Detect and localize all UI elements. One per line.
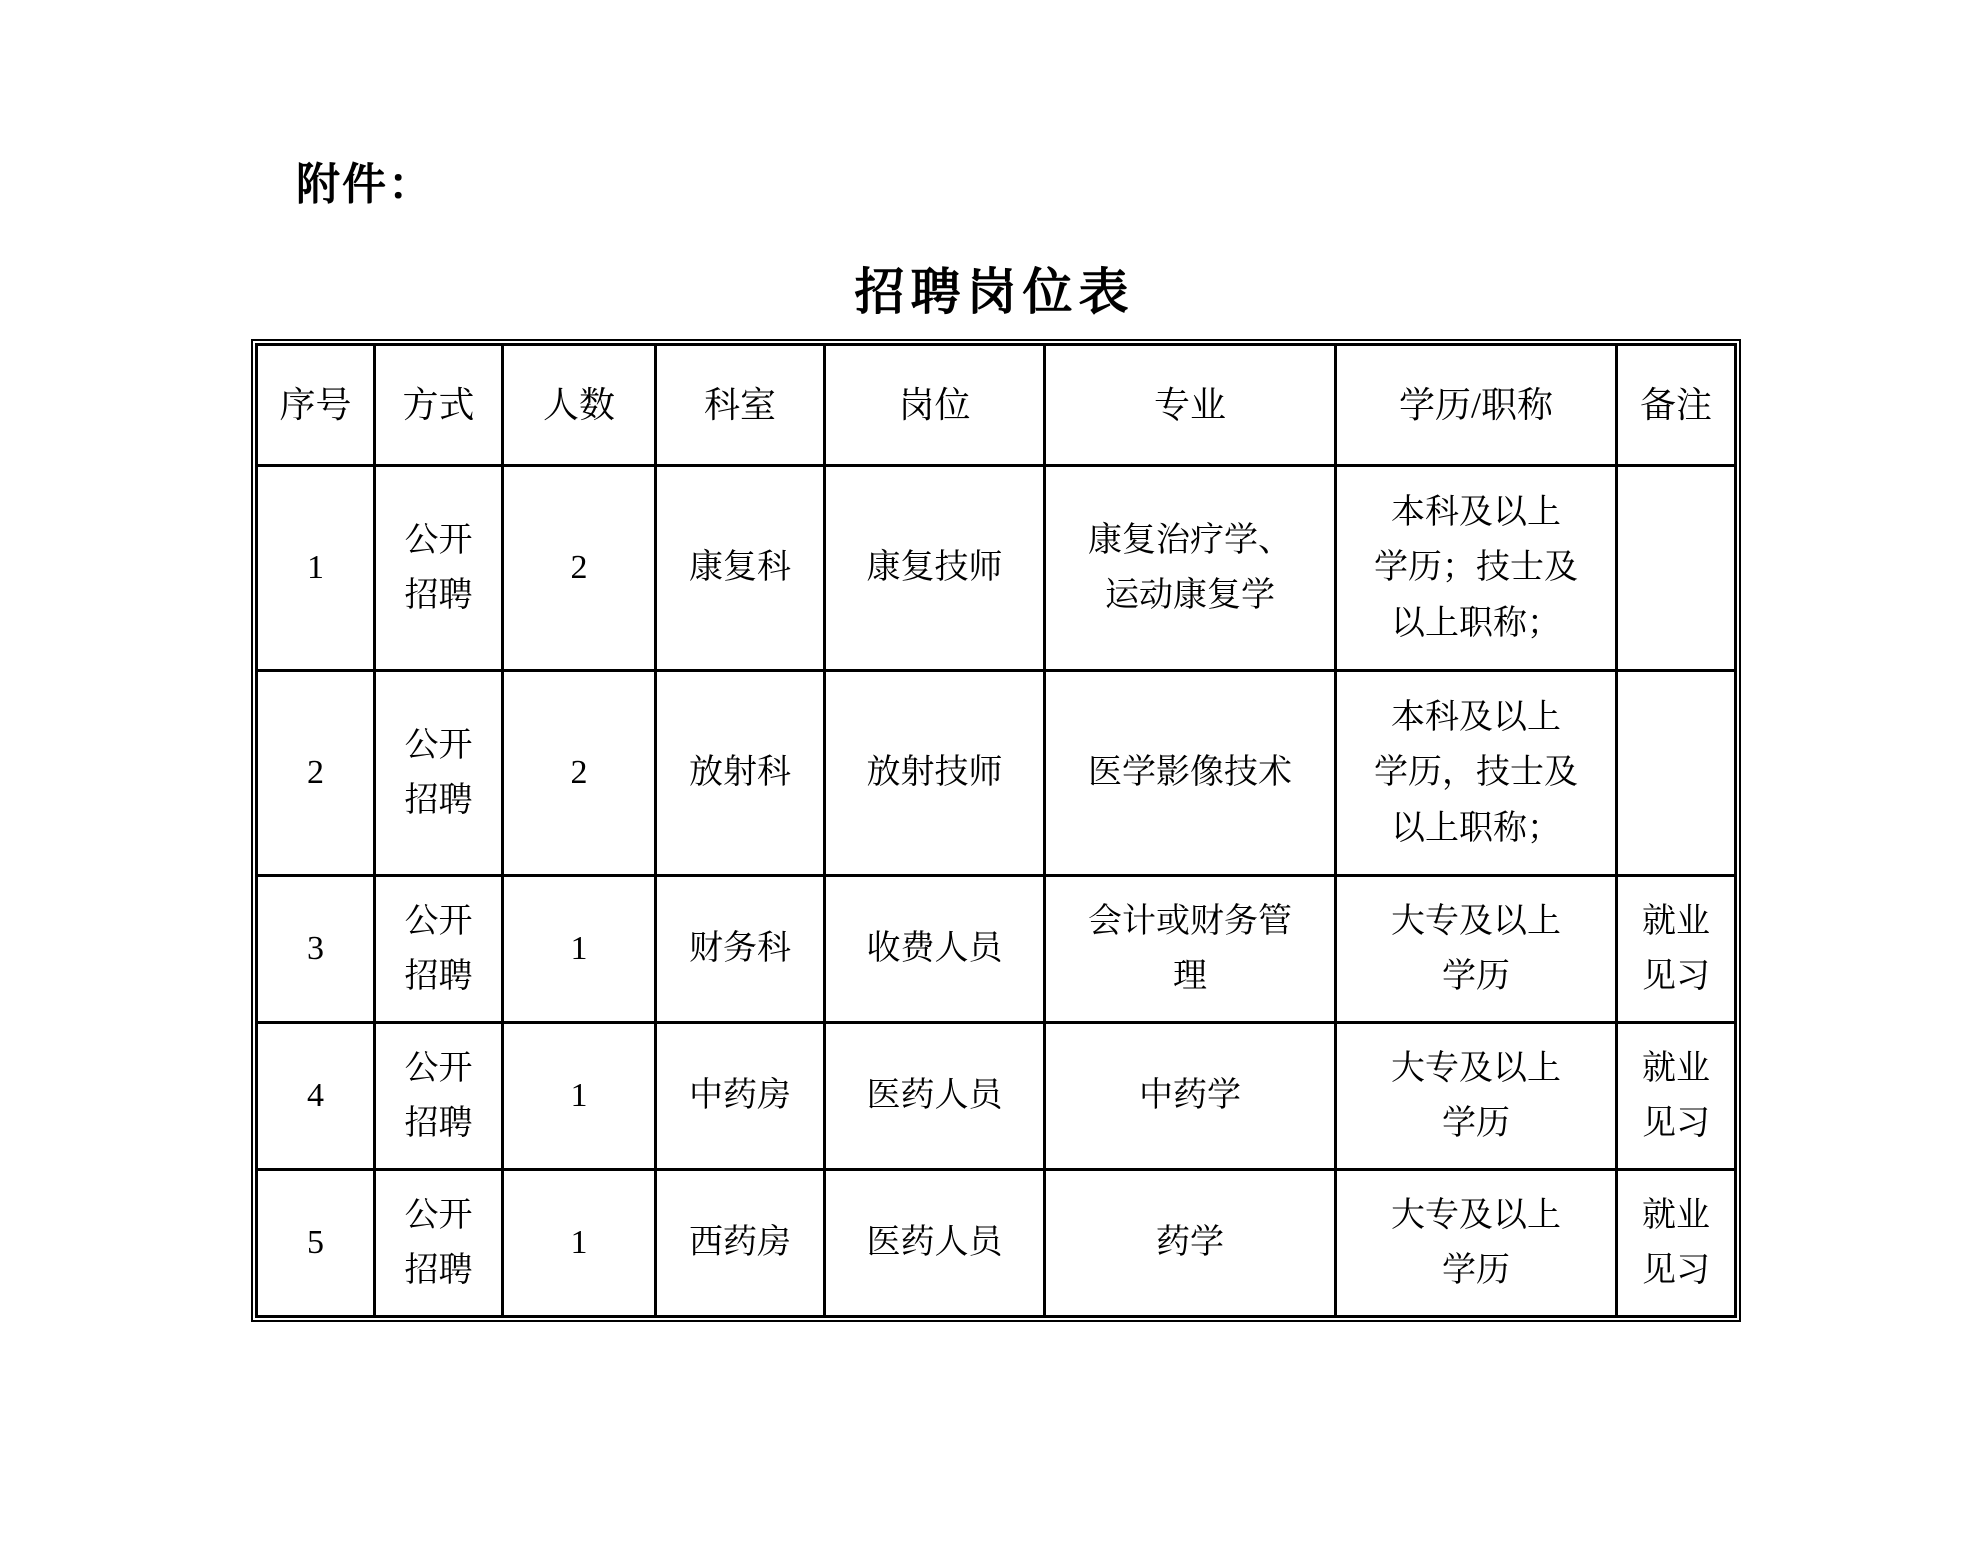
header-no: 序号 [257, 345, 375, 466]
cell-department: 财务科 [656, 876, 825, 1023]
cell-method: 公开 招聘 [375, 671, 503, 876]
cell-note [1617, 466, 1736, 671]
header-department: 科室 [656, 345, 825, 466]
cell-note: 就业 见习 [1617, 1170, 1736, 1317]
cell-position: 医药人员 [825, 1170, 1045, 1317]
cell-count: 2 [503, 671, 656, 876]
attachment-label: 附件： [296, 160, 434, 209]
header-count: 人数 [503, 345, 656, 466]
cell-department: 康复科 [656, 466, 825, 671]
table-row [257, 671, 1736, 876]
cell-major: 康复治疗学、 运动康复学 [1045, 466, 1336, 671]
cell-position: 医药人员 [825, 1023, 1045, 1170]
page-title: 招聘岗位表 [854, 264, 1135, 320]
cell-position: 收费人员 [825, 876, 1045, 1023]
cell-method: 公开 招聘 [375, 466, 503, 671]
cell-major: 药学 [1045, 1170, 1336, 1317]
cell-department: 放射科 [656, 671, 825, 876]
cell-no: 2 [257, 671, 375, 876]
recruitment-table [251, 339, 1741, 1322]
cell-position: 放射技师 [825, 671, 1045, 876]
header-note: 备注 [1617, 345, 1736, 466]
table-header-row [257, 345, 1736, 466]
cell-education: 大专及以上 学历 [1336, 876, 1617, 1023]
cell-count: 1 [503, 1170, 656, 1317]
table-row [257, 876, 1736, 1023]
header-education: 学历/职称 [1336, 345, 1617, 466]
cell-no: 3 [257, 876, 375, 1023]
cell-department: 中药房 [656, 1023, 825, 1170]
cell-count: 1 [503, 1023, 656, 1170]
cell-method: 公开 招聘 [375, 876, 503, 1023]
header-method: 方式 [375, 345, 503, 466]
cell-education: 大专及以上 学历 [1336, 1023, 1617, 1170]
table-row [257, 1023, 1736, 1170]
cell-major: 会计或财务管 理 [1045, 876, 1336, 1023]
cell-education: 本科及以上 学历；技士及 以上职称； [1336, 466, 1617, 671]
table-row [257, 466, 1736, 671]
cell-education: 大专及以上 学历 [1336, 1170, 1617, 1317]
cell-no: 5 [257, 1170, 375, 1317]
recruitment-table-grid [255, 343, 1737, 1318]
header-major: 专业 [1045, 345, 1336, 466]
cell-education: 本科及以上 学历，技士及 以上职称； [1336, 671, 1617, 876]
cell-major: 中药学 [1045, 1023, 1336, 1170]
cell-no: 4 [257, 1023, 375, 1170]
cell-note: 就业 见习 [1617, 876, 1736, 1023]
cell-count: 2 [503, 466, 656, 671]
cell-count: 1 [503, 876, 656, 1023]
cell-no: 1 [257, 466, 375, 671]
header-position: 岗位 [825, 345, 1045, 466]
cell-method: 公开 招聘 [375, 1023, 503, 1170]
cell-note [1617, 671, 1736, 876]
cell-major: 医学影像技术 [1045, 671, 1336, 876]
cell-department: 西药房 [656, 1170, 825, 1317]
cell-note: 就业 见习 [1617, 1023, 1736, 1170]
table-row [257, 1170, 1736, 1317]
cell-position: 康复技师 [825, 466, 1045, 671]
cell-method: 公开 招聘 [375, 1170, 503, 1317]
